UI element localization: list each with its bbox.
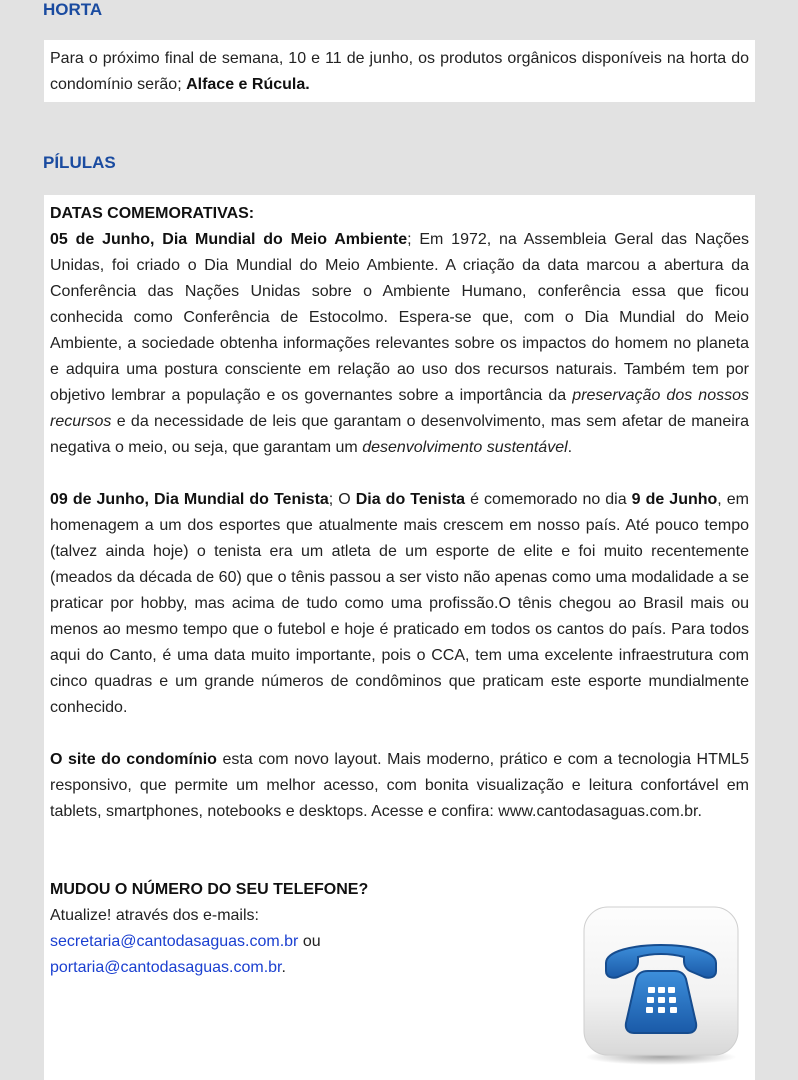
pilulas-title: PÍLULAS xyxy=(43,153,116,172)
horta-title: HORTA xyxy=(43,0,103,19)
portaria-email-link[interactable]: portaria@cantodasaguas.com.br xyxy=(50,959,282,976)
tenista-paragraph: 09 de Junho, Dia Mundial do Tenista; O Dia do Tenista é comemorado no dia 9 de Junho, em homenagem a um dos esportes que atualmente mais crescem em nosso país. Até pouco tempo (talvez ainda hoje) o tenista era um atleta de um esporte de elite e foi muito recentemente (meados da década de 60) que o tênis passou a ser visto não apenas como uma modalidade a se praticar por hobby, mas acima de tudo como uma profissão.O tênis chegou ao Brasil mais ou menos ao mesmo tempo que o futebol e hoje é praticado em todos os cantos do país. Para todos aqui do Canto, é uma data muito importante, pois o CCA, tem uma excelente infraestrutura com cinco quadras e um grande números de condôminos que praticam este esporte mundialmente conhecido. xyxy=(50,491,749,716)
datas-heading: DATAS COMEMORATIVAS: xyxy=(50,205,255,222)
secretaria-email-link[interactable]: secretaria@cantodasaguas.com.br xyxy=(50,933,299,950)
telefone-block xyxy=(50,877,570,981)
horta-text: Para o próximo final de semana, 10 e 11 de junho, os produtos orgânicos disponíveis na horta do condomínio serão; Alface e Rúcula. xyxy=(50,50,749,93)
telefone-email2-line: portaria@cantodasaguas.com.br. xyxy=(50,959,286,976)
telefone-email1-line: secretaria@cantodasaguas.com.br ou xyxy=(50,933,321,950)
site-paragraph: O site do condomínio esta com novo layout. Mais moderno, prático e com a tecnologia HTML5 responsivo, que permite um melhor acesso, com bonita visualização e leitura confortável em tablets, smartphones, notebooks e desktops. Acesse e confira: www.cantodasaguas.com.br. xyxy=(50,751,749,820)
telephone-icon xyxy=(580,905,742,1065)
meio-ambiente-paragraph: 05 de Junho, Dia Mundial do Meio Ambiente; Em 1972, na Assembleia Geral das Nações Unidas, foi criado o Dia Mundial do Meio Ambiente. A criação da data marcou a abertura da Conferência das Nações Unidas sobre o Ambiente Humano, conferência essa que ficou conhecida como Conferência de Estocolmo. Espera-se que, com o Dia Mundial do Meio Ambiente, a sociedade obtenha informações relevantes sobre os impactos do homem no planeta e adquira uma postura consciente em relação ao uso dos recursos naturais. Também tem por objetivo lembrar a população e os governantes sobre a importância da preservação dos nossos recursos e da necessidade de leis que garantam o desenvolvimento, mas sem afetar de maneira negativa o meio, ou seja, que garantam um desenvolvimento sustentável. xyxy=(50,231,750,456)
telefone-line1: Atualize! através dos e-mails: xyxy=(50,907,259,924)
telefone-heading: MUDOU O NÚMERO DO SEU TELEFONE? xyxy=(50,881,369,898)
horta-box xyxy=(44,40,755,102)
